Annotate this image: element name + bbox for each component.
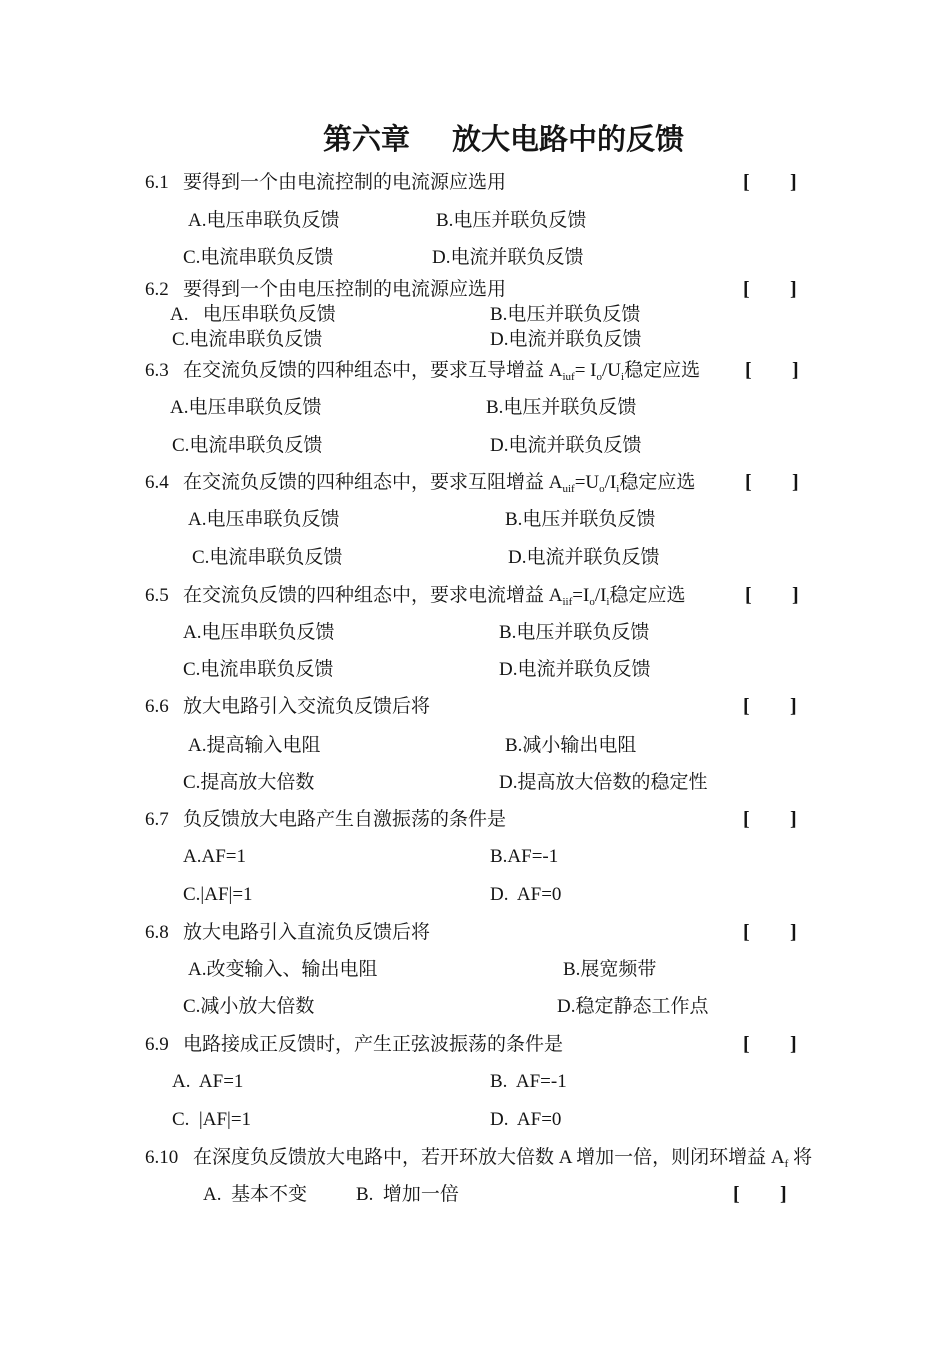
answer-bracket-close: ] [792,471,799,493]
question-number: 6.2 [145,279,169,300]
option-c: C.|AF|=1 [183,884,253,905]
subscript: iuf [562,371,575,383]
answer-bracket-open: [ [745,359,752,381]
answer-bracket-close: ] [792,584,799,606]
answer-bracket-close: ] [790,171,797,193]
answer-bracket-close: ] [792,359,799,381]
option-d: D.电流并联负反馈 [490,329,642,350]
subscript: o [599,483,605,495]
answer-bracket-close: ] [790,278,797,300]
question-stem: 放大电路引入交流负反馈后将 [183,696,431,717]
question-stem [183,359,700,383]
option-b: B. 增加一倍 [356,1184,459,1205]
stem-text: 将 [788,1147,813,1168]
question-stem: 要得到一个由电流控制的电流源应选用 [183,172,507,193]
answer-bracket-open: [ [743,808,750,830]
option-c: C.电流串联负反馈 [183,247,334,268]
stem-text: /U [602,360,622,381]
subscript: iif [562,596,573,608]
option-d: D.电流并联负反馈 [508,547,660,568]
option-b: B.电压并联负反馈 [436,210,587,231]
option-c: C.电流串联负反馈 [192,547,343,568]
option-a: A. 基本不变 [203,1184,307,1205]
option-c: C.减小放大倍数 [183,996,315,1017]
answer-bracket-close: ] [780,1183,787,1205]
question-number: 6.9 [145,1034,169,1055]
option-d: D. AF=0 [490,884,562,905]
option-b: B. AF=-1 [490,1071,567,1092]
option-a: A.提高输入电阻 [188,735,321,756]
subscript: uif [562,483,575,495]
option-a: A.电压串联负反馈 [188,509,340,530]
subscript: o [589,596,595,608]
question-stem: 要得到一个由电压控制的电流源应选用 [183,279,507,300]
subscript: o [596,371,603,383]
option-a: A.电压串联负反馈 [170,397,322,418]
option-a: A. AF=1 [172,1071,244,1092]
option-b: B.电压并联负反馈 [499,622,650,643]
option-b: B.电压并联负反馈 [486,397,637,418]
stem-text: 在交流负反馈的四种组态中，要求互阻增益 A [183,472,563,493]
option-a: A.改变输入、输出电阻 [188,959,378,980]
stem-text: 稳定应选 [619,472,696,493]
answer-bracket-open: [ [733,1183,740,1205]
option-d: D.提高放大倍数的稳定性 [499,772,708,793]
option-b: B.电压并联负反馈 [505,509,656,530]
question-number: 6.7 [145,809,169,830]
stem-text: = I [574,360,597,381]
question-number: 6.10 [145,1147,179,1168]
option-c: C.电流串联负反馈 [172,329,323,350]
answer-bracket-open: [ [743,695,750,717]
option-c: C.电流串联负反馈 [183,659,334,680]
option-a: A.AF=1 [183,846,246,867]
option-a: A.电压串联负反馈 [183,622,335,643]
answer-bracket-close: ] [790,1033,797,1055]
answer-bracket-open: [ [745,471,752,493]
option-d: D.电流并联负反馈 [432,247,584,268]
question-stem: 电路接成正反馈时，产生正弦波振荡的条件是 [183,1034,564,1055]
option-d: D. AF=0 [490,1109,562,1130]
stem-text: 在交流负反馈的四种组态中，要求互导增益 A [183,360,563,381]
stem-text: 稳定应选 [609,585,686,606]
answer-bracket-open: [ [743,921,750,943]
question-number: 6.5 [145,585,169,606]
option-a: A. 电压串联负反馈 [170,304,336,325]
option-d: D.电流并联负反馈 [499,659,651,680]
option-c: C.电流串联负反馈 [172,435,323,456]
stem-text: =I [572,585,590,606]
option-d: D.电流并联负反馈 [490,435,642,456]
stem-text: /I [604,472,617,493]
chapter-title: 放大电路中的反馈 [452,124,685,156]
subscript: i [621,371,625,383]
question-number: 6.6 [145,696,169,717]
subscript: i [616,483,620,495]
option-c: C.提高放大倍数 [183,772,315,793]
stem-text: 在深度负反馈放大电路中，若开环放大倍数 A 增加一倍，则闭环增益 A [193,1147,785,1168]
answer-bracket-close: ] [790,695,797,717]
question-stem [183,471,695,495]
question-stem: 放大电路引入直流负反馈后将 [183,922,431,943]
option-b: B.展宽频带 [563,959,657,980]
option-b: B.AF=-1 [490,846,559,867]
answer-bracket-close: ] [790,921,797,943]
stem-text: =U [574,472,600,493]
question-number: 6.3 [145,360,169,381]
question-stem: 负反馈放大电路产生自激振荡的条件是 [183,809,507,830]
option-d: D.稳定静态工作点 [557,996,709,1017]
chapter-number: 第六章 [323,124,411,156]
subscript: f [784,1158,789,1170]
stem-text: /I [594,585,607,606]
subscript: i [606,596,610,608]
question-number: 6.4 [145,472,169,493]
question-number: 6.1 [145,172,169,193]
option-c: C. |AF|=1 [172,1109,252,1130]
stem-text: 在交流负反馈的四种组态中，要求电流增益 A [183,585,563,606]
question-stem [193,1146,812,1170]
answer-bracket-open: [ [743,278,750,300]
option-b: B.减小输出电阻 [505,735,637,756]
answer-bracket-open: [ [743,1033,750,1055]
answer-bracket-open: [ [745,584,752,606]
answer-bracket-open: [ [743,171,750,193]
question-number: 6.8 [145,922,169,943]
option-b: B.电压并联负反馈 [490,304,641,325]
answer-bracket-close: ] [790,808,797,830]
stem-text: 稳定应选 [624,360,701,381]
question-stem [183,584,686,608]
option-a: A.电压串联负反馈 [188,210,340,231]
